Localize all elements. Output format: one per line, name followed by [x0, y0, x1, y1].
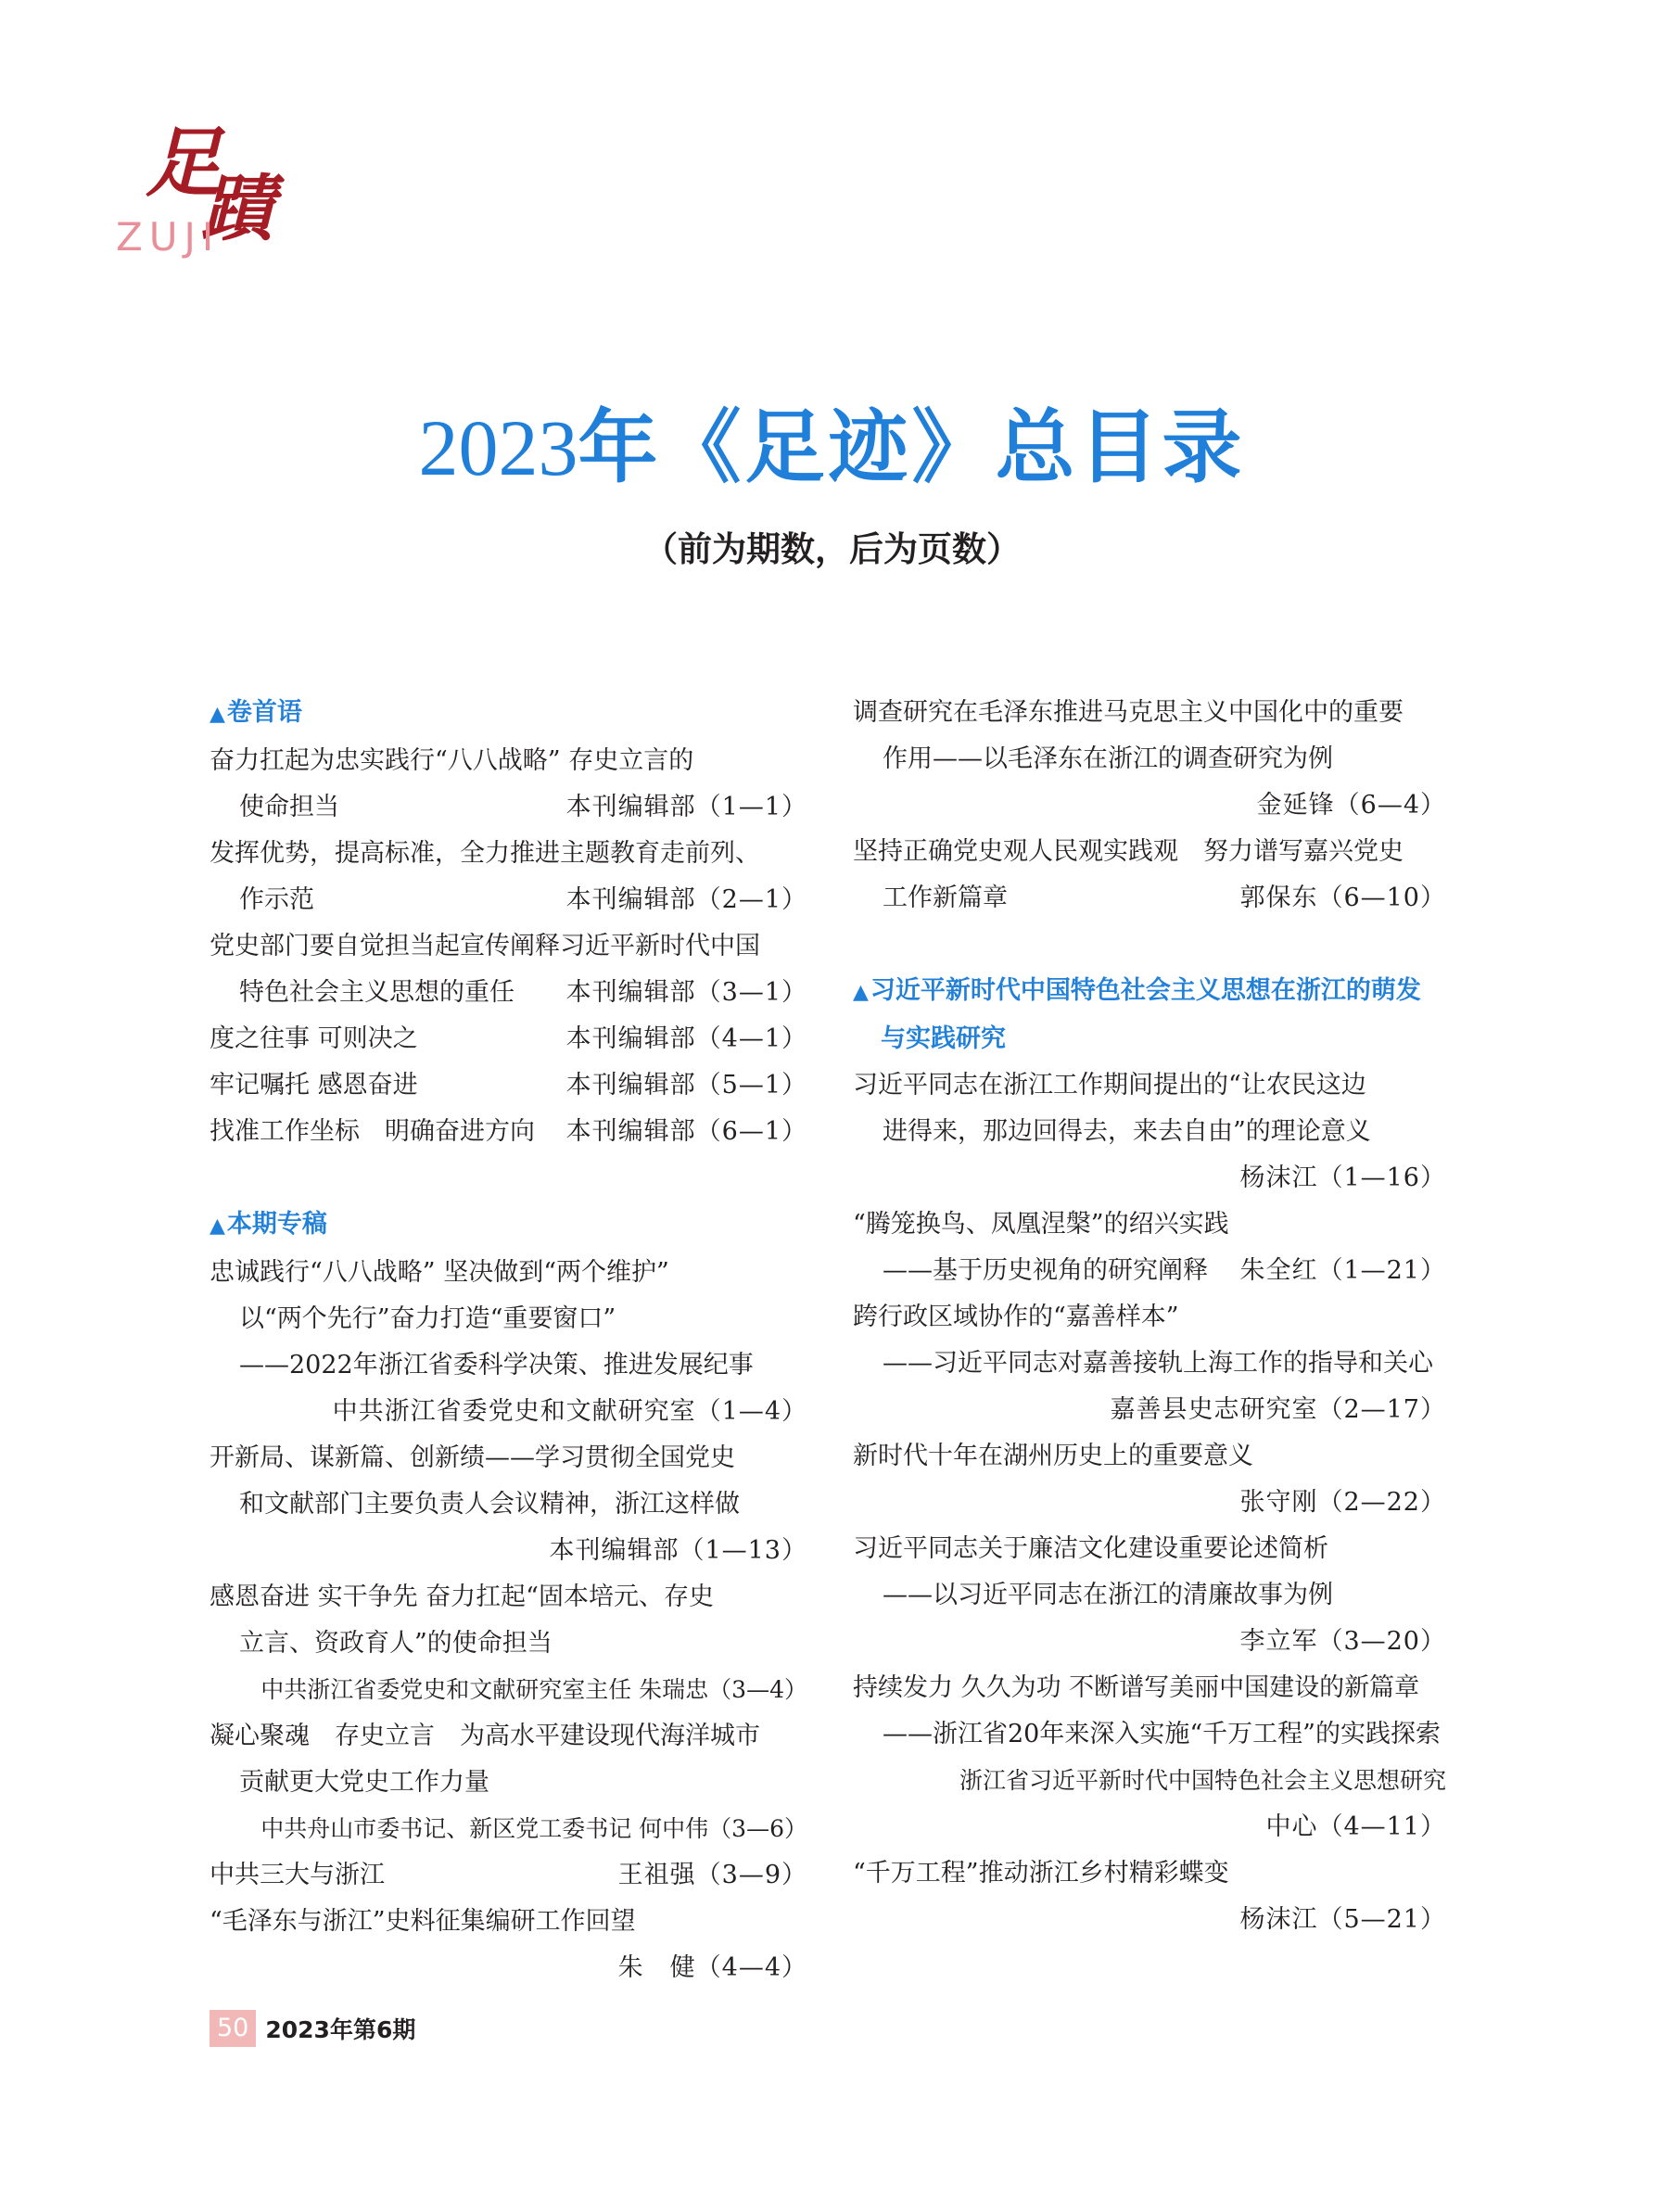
entry-author: 嘉善县史志研究室（2—17）: [1110, 1395, 1446, 1424]
entry-author: 金延锋（6—4）: [1256, 791, 1446, 820]
entry-author: 本刊编辑部（6—1）: [565, 1117, 807, 1146]
page-number: 50: [210, 2010, 256, 2047]
logo-latin: ZUJI: [116, 214, 221, 260]
section-heading-xijinping-cont: 与实践研究: [881, 1024, 1006, 1053]
toc-entry[interactable]: 凝心聚魂 存史立言 为高水平建设现代海洋城市 贡献更大党史工作力量 中共舟山市委书记、新区党工委书记 何中伟（3—6）: [210, 1713, 807, 1852]
toc-entry[interactable]: 党史部门要自觉担当起宣传阐释习近平新时代中国 特色社会主义思想的重任 本刊编辑部（3—1）: [210, 923, 807, 1016]
toc-entry[interactable]: 中共三大与浙江 王祖强（3—9）: [210, 1852, 807, 1899]
logo-char-ji: 蹟: [201, 167, 274, 251]
toc-entry[interactable]: 习近平同志在浙江工作期间提出的“让农民这边 进得来，那边回得去，来去自由”的理论意义 杨沫江（1—16）: [853, 1062, 1446, 1201]
logo-char-zu: 足: [146, 119, 222, 208]
entry-author: 中共舟山市委书记、新区党工委书记 何中伟（3—6）: [260, 1815, 807, 1842]
entry-author-cont: 中心（4—11）: [1265, 1812, 1446, 1841]
toc-entry[interactable]: 牢记嘱托 感恩奋进 本刊编辑部（5—1）: [210, 1062, 807, 1109]
toc-entry[interactable]: 发挥优势，提高标准，全力推进主题教育走前列、 作示范 本刊编辑部（2—1）: [210, 831, 807, 923]
toc-entry[interactable]: 找准工作坐标 明确奋进方向 本刊编辑部（6—1）: [210, 1109, 807, 1155]
entry-author: 本刊编辑部（3—1）: [565, 978, 807, 1007]
title-text: 年《足迹》总目录: [578, 401, 1246, 494]
page-subtitle: （前为期数，后为页数）: [643, 529, 1021, 569]
entry-author: 本刊编辑部（4—1）: [565, 1024, 807, 1053]
right-column: [853, 690, 1446, 1943]
entry-author: 王祖强（3—9）: [617, 1861, 807, 1889]
section-heading-benqi: ▲本期专稿: [210, 1210, 327, 1239]
toc-entry[interactable]: 忠诚践行“八八战略” 坚决做到“两个维护” 以“两个先行”奋力打造“重要窗口” ——2022年浙江省委科学决策、推进发展纪事 中共浙江省委党史和文献研究室（1—4）: [210, 1250, 807, 1435]
entry-author: 李立军（3—20）: [1239, 1627, 1446, 1656]
toc-entry[interactable]: 调查研究在毛泽东推进马克思主义中国化中的重要 作用——以毛泽东在浙江的调查研究为例 金延锋（6—4）: [853, 690, 1446, 829]
entry-author: 本刊编辑部（2—1）: [565, 885, 807, 914]
toc-entry[interactable]: 奋力扛起为忠实践行“八八战略” 存史立言的 使命担当 本刊编辑部（1—1）: [210, 738, 807, 831]
page-footer: [210, 2010, 415, 2047]
toc-entry[interactable]: 习近平同志关于廉洁文化建设重要论述简析 ——以习近平同志在浙江的清廉故事为例 李立军（3—20）: [853, 1526, 1446, 1665]
entry-author: 本刊编辑部（1—13）: [549, 1536, 807, 1565]
left-column: [210, 690, 807, 1991]
entry-author: 中共浙江省委党史和文献研究室（1—4）: [332, 1397, 807, 1426]
issue-label: 2023年第6期: [265, 2016, 416, 2043]
toc-entry[interactable]: 新时代十年在湖州历史上的重要意义 张守刚（2—22）: [853, 1433, 1446, 1526]
title-year: 2023: [418, 403, 578, 492]
triangle-icon: ▲: [210, 703, 225, 726]
toc-entry[interactable]: 持续发力 久久为功 不断谱写美丽中国建设的新篇章 ——浙江省20年来深入实施“千万工程”的实践探索 浙江省习近平新时代中国特色社会主义思想研究 中心（4—11）: [853, 1665, 1446, 1850]
entry-author: 浙江省习近平新时代中国特色社会主义思想研究: [959, 1767, 1446, 1794]
section-heading-xijinping: ▲习近平新时代中国特色社会主义思想在浙江的萌发: [853, 976, 1421, 1005]
toc-entry[interactable]: “腾笼换鸟、凤凰涅槃”的绍兴实践 ——基于历史视角的研究阐释 朱全红（1—21）: [853, 1201, 1446, 1294]
section-heading-juanshouyu: ▲卷首语: [210, 698, 302, 727]
toc-entry[interactable]: 感恩奋进 实干争先 奋力扛起“固本培元、存史 立言、资政育人”的使命担当 中共浙江省委党史和文献研究室主任 朱瑞忠（3—4）: [210, 1574, 807, 1713]
entry-author: 张守刚（2—22）: [1239, 1488, 1446, 1517]
triangle-icon: ▲: [210, 1214, 225, 1238]
magazine-logo: [116, 119, 292, 260]
toc-entry[interactable]: “千万工程”推动浙江乡村精彩蝶变 杨沫江（5—21）: [853, 1850, 1446, 1943]
toc-entry[interactable]: 开新局、谋新篇、创新绩——学习贯彻全国党史 和文献部门主要负责人会议精神，浙江这样做 本刊编辑部（1—13）: [210, 1435, 807, 1574]
toc-entry[interactable]: “毛泽东与浙江”史料征集编研工作回望 朱 健（4—4）: [210, 1899, 807, 1991]
entry-author: 杨沫江（1—16）: [1239, 1163, 1446, 1192]
entry-author: 本刊编辑部（5—1）: [565, 1071, 807, 1100]
toc-entry[interactable]: 跨行政区域协作的“嘉善样本” ——习近平同志对嘉善接轨上海工作的指导和关心 嘉善县史志研究室（2—17）: [853, 1294, 1446, 1433]
page-title: [0, 401, 1664, 494]
entry-author: 杨沫江（5—21）: [1239, 1905, 1446, 1934]
toc-entry[interactable]: 度之往事 可则决之 本刊编辑部（4—1）: [210, 1016, 807, 1062]
entry-author: 本刊编辑部（1—1）: [565, 793, 807, 821]
entry-author: 朱全红（1—21）: [1239, 1256, 1446, 1285]
entry-author: 朱 健（4—4）: [617, 1953, 807, 1982]
entry-author: 郭保东（6—10）: [1239, 884, 1446, 912]
entry-author: 中共浙江省委党史和文献研究室主任 朱瑞忠（3—4）: [260, 1676, 807, 1703]
triangle-icon: ▲: [853, 981, 869, 1004]
toc-entry[interactable]: 坚持正确党史观人民观实践观 努力谱写嘉兴党史 工作新篇章 郭保东（6—10）: [853, 829, 1446, 922]
